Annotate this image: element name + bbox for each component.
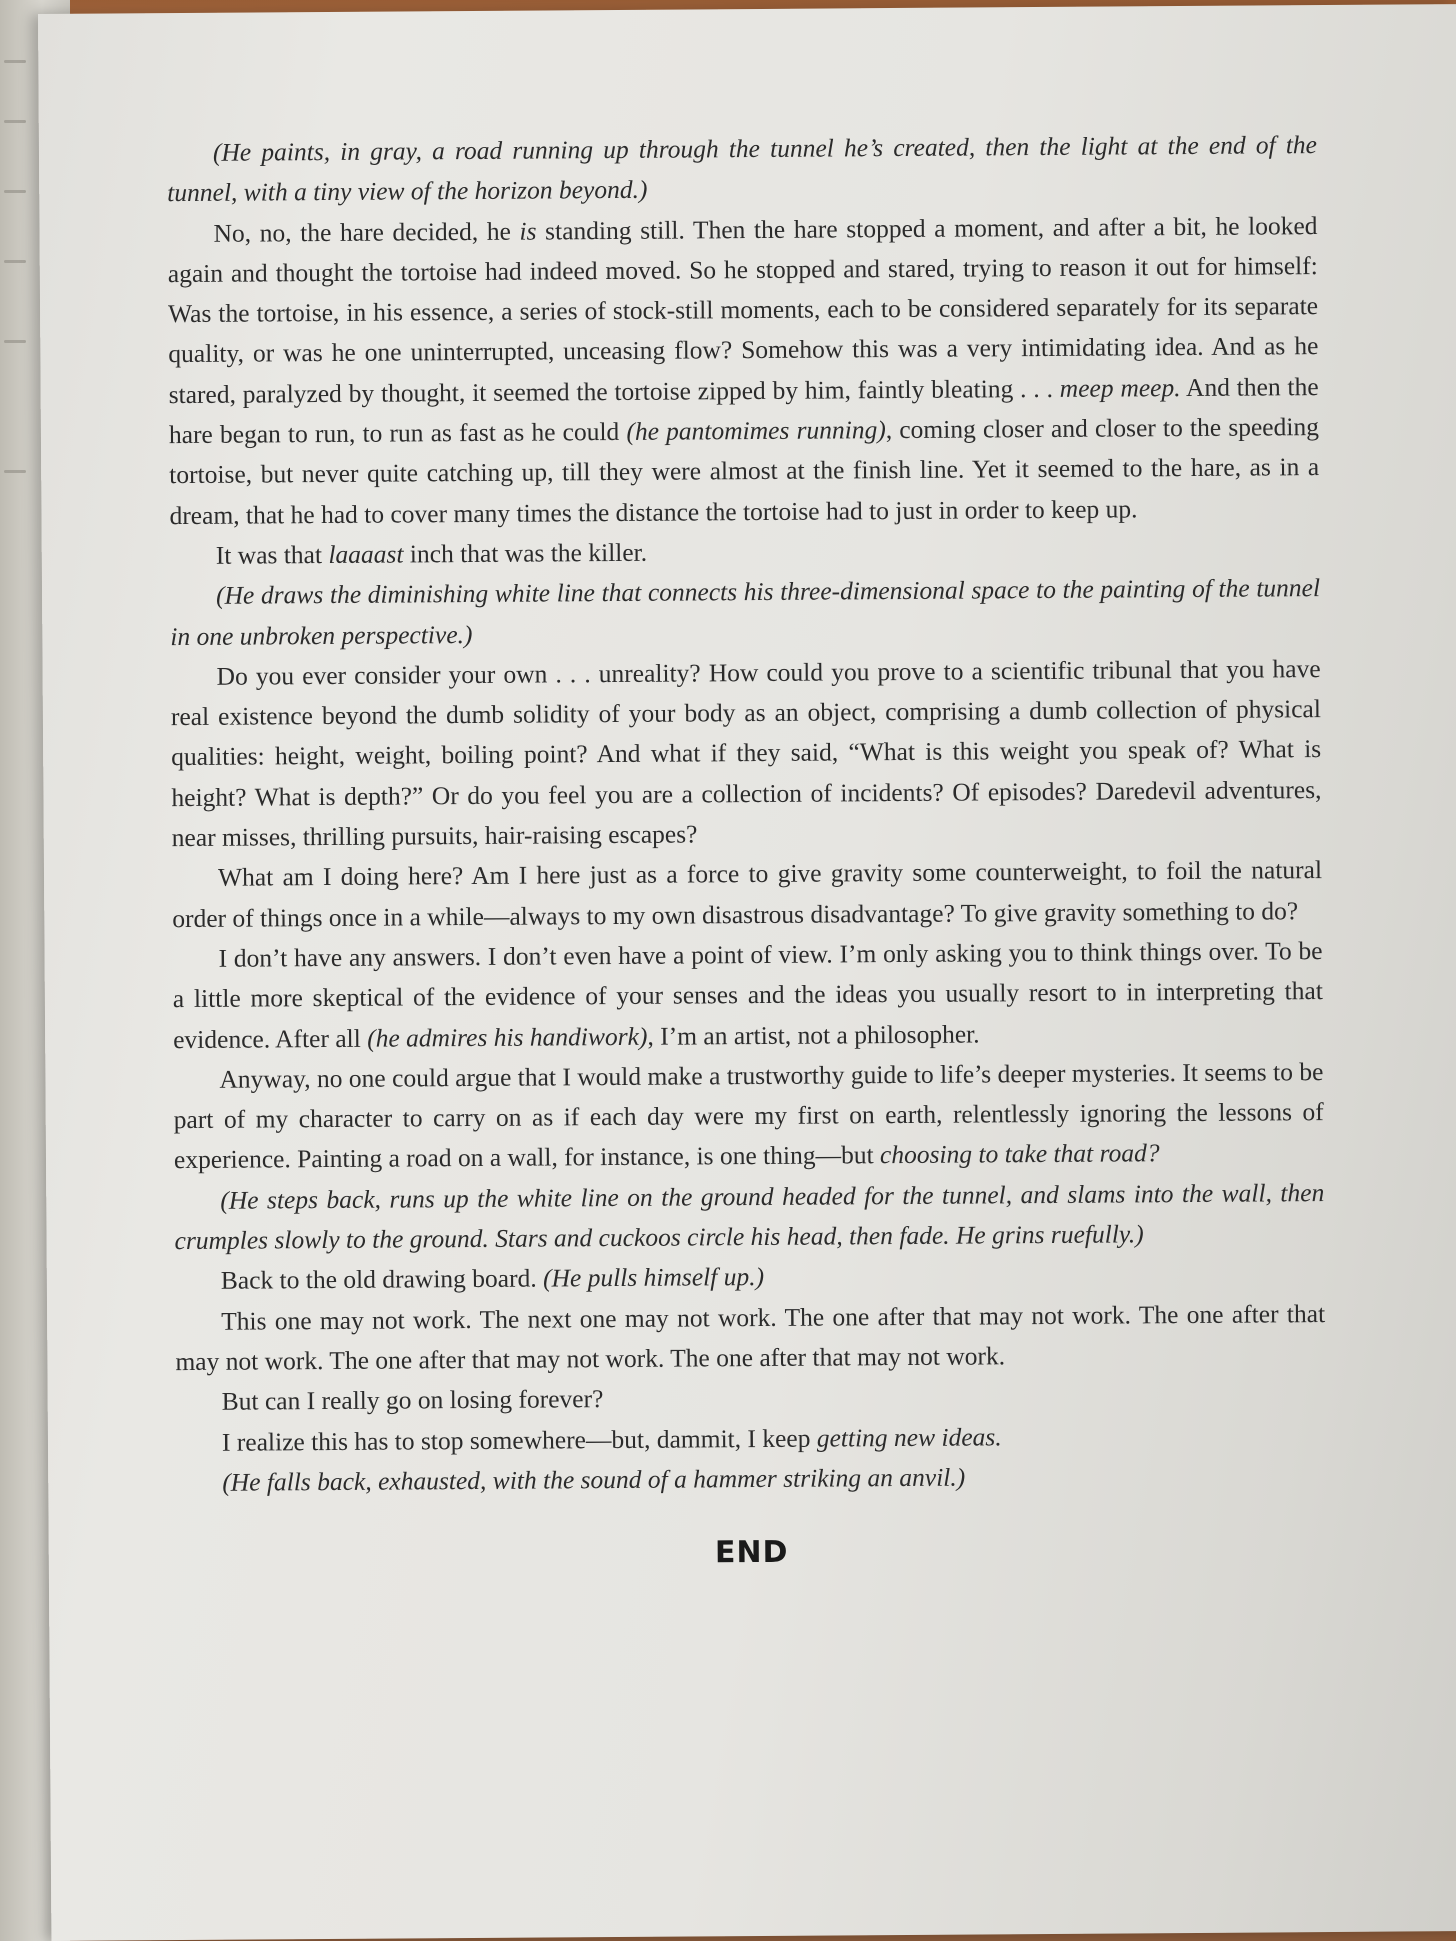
emphasis: choosing to take that road? [879,1138,1160,1170]
page-mark [4,470,26,473]
stage-direction-inline: (he admires his handiwork) [367,1021,648,1053]
emphasis: meep meep. [1059,372,1181,403]
emphasis: getting new ideas. [816,1421,1002,1453]
paragraph [172,931,1323,1060]
stage-direction-inline: (he pantomimes running) [626,415,886,446]
page-mark [4,60,26,63]
text-run: inch that was the killer. [403,537,648,569]
stage-direction: (He draws the diminishing white line that connects his three-dimensional space to the painting of the tunnel in one unbroken perspective.) [170,573,1321,651]
text-run: I don’t have any answers. I don’t even have a point of view. I’m only asking you to think things over. To be a little more skeptical of the evidence of your senses and the ideas you usually resort to in interpreting that evidence. After all [172,935,1323,1054]
paragraph [167,206,1319,536]
book-page [38,4,1456,1941]
page-mark [4,120,26,123]
text-run: Back to the old drawing board. [220,1263,544,1296]
emphasis: is [519,216,537,246]
text-run: I realize this has to stop somewhere—but, dammit, I keep [221,1423,817,1457]
page-mark [4,340,26,343]
text-run: , I’m an artist, not a philosopher. [647,1018,980,1051]
stage-direction: (He falls back, exhausted, with the sound of a hammer striking an anvil.) [222,1462,966,1497]
page-mark [4,260,26,263]
text-run: standing still. Then the hare stopped a moment, and after a bit, he looked again and thought the tortoise had indeed moved. So he stopped and stared, trying to reason it out for himself: Was the tortoise, in his essence, a series of stock-still moments, each to be considered separately for its separate quality, or was he one uninterrupted, unceasing flow? Somehow this was a very intimidating idea. And as he stared, paralyzed by thought, it seemed the tortoise zipped by him, faintly bleating . . . [167,210,1319,409]
paragraph: But can I really go on losing forever? [221,1384,604,1416]
end-label: END [714,1534,789,1571]
paragraph: This one may not work. The next one may not work. The one after that may not work. The one after that may not work. The one after that may not work. The one after that may not work. [175,1298,1326,1376]
text-run: And then the hare began to run, to run as fast as he could [168,371,1319,450]
stage-direction: (He paints, in gray, a road running up through the tunnel he’s created, then the light at the end of the tunnel, with a tiny view of the horizon beyond.) [167,130,1318,208]
paragraph: What am I doing here? Am I here just as a force to give gravity some counterweight, to foil the natural order of things once in a while—always to my own disastrous disadvantage? To give gravity something to do? [172,855,1323,933]
paragraph: Do you ever consider your own . . . unreality? How could you prove to a scientific tribunal that you have real existence beyond the dumb solidity of your body as an object, comprising a dumb collection of physical qualities: height, weight, boiling point? And what if they said, “What is this weight you speak of? What is height? What is depth?” Or do you feel you are a collection of incidents? Of episodes? Daredevil adventures, near misses, thrilling pursuits, hair-raising escapes? [170,653,1322,853]
stage-direction: (He steps back, runs up the white line on the ground headed for the tunnel, and slams into the wall, then crumples slowly to the ground. Stars and cuckoos circle his head, then fade. He grins ruefully.) [174,1177,1325,1256]
text-run: Anyway, no one could argue that I would make a trustworthy guide to life’s deeper mysteries. It seems to be part of my character to carry on as if each day were my first on earth, relentlessly ignoring the lessons of experience. Painting a road on a wall, for instance, is one thing—but [173,1056,1324,1175]
text-run: , coming closer and closer to the speeding tortoise, but never quite catching up, till they were almost at the finish line. Yet it seemed to the hare, as in a dream, that he had to cover many times the distance the tortoise had to just in order to keep up. [169,412,1320,530]
paragraph [173,1052,1324,1181]
text-run: It was that [215,539,329,570]
page-text [167,125,1327,1577]
stage-direction-inline: (He pulls himself up.) [542,1262,765,1293]
text-run: No, no, the hare decided, he [213,216,520,248]
emphasis: laaaast [328,539,404,569]
page-mark [4,190,26,193]
